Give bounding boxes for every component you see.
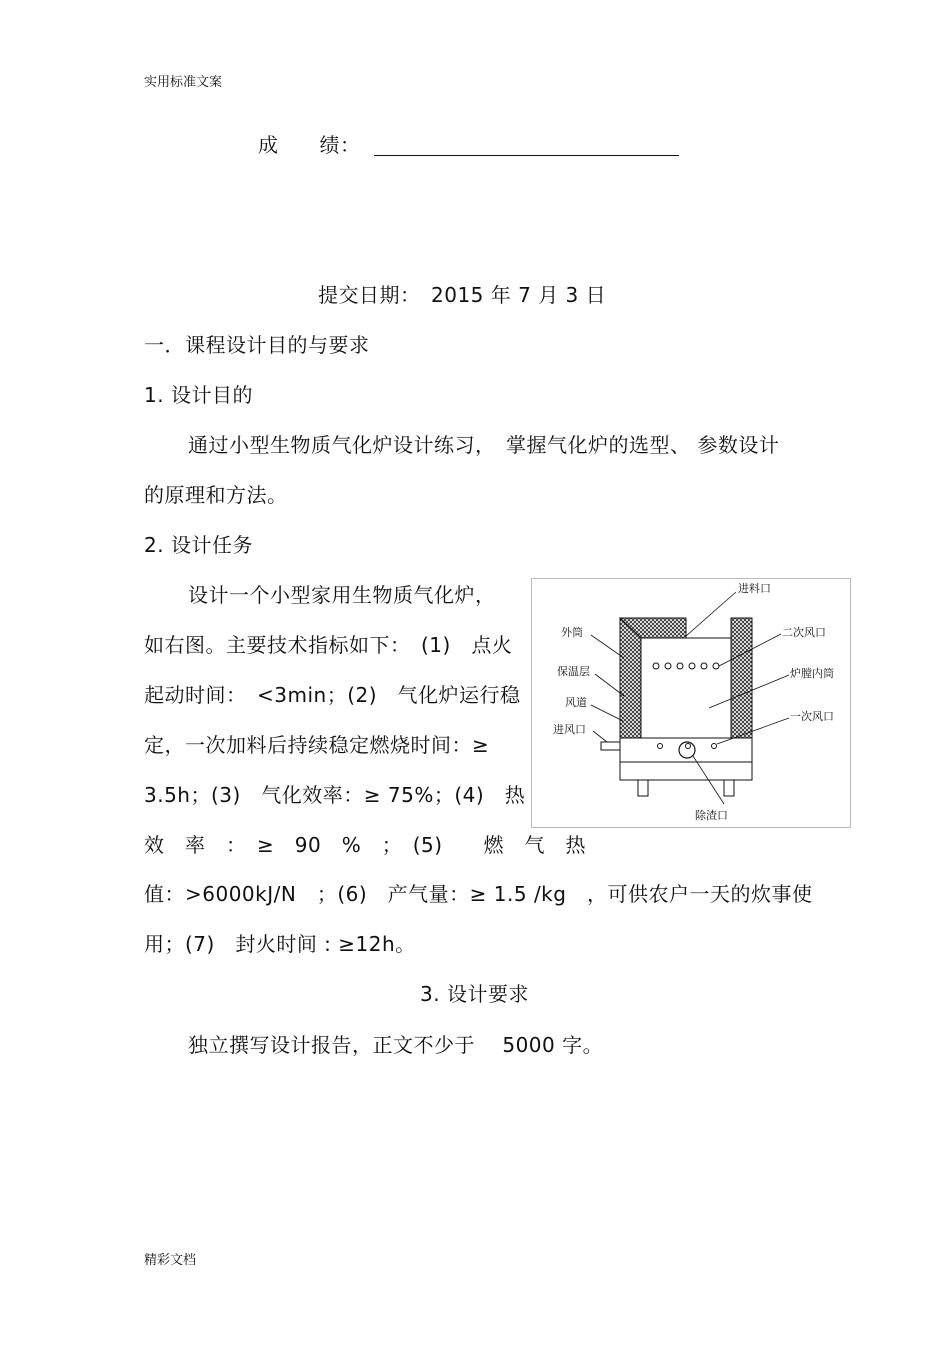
foot-left <box>638 780 648 796</box>
label-insulation: 保温层 <box>557 665 590 678</box>
task-line-5: 3.5h；(3) 气化效率：≥ 75%；(4) 热 <box>144 783 526 807</box>
task-line-6: 效 率 ： ≥ 90 % ； (5) 燃 气 热 <box>144 833 587 857</box>
task-line-4: 定，一次加料后持续稳定燃烧时间：≥ <box>144 733 490 757</box>
requirements-text: 独立撰写设计报告，正文不少于 5000 字。 <box>188 1033 604 1057</box>
label-secondary-air: 二次风口 <box>782 626 826 639</box>
page-header: 实用标准文案 <box>144 75 223 90</box>
foot-right <box>724 780 734 796</box>
requirements-title: 3. 设计要求 <box>420 982 529 1006</box>
task-title: 2. 设计任务 <box>144 533 253 557</box>
purpose-line-2: 的原理和方法。 <box>144 483 288 507</box>
submit-date: 提交日期： 2015 年 7 月 3 日 <box>318 283 607 307</box>
label-outer-shell: 外筒 <box>561 626 583 639</box>
ash-port <box>679 742 695 758</box>
task-line-7: 值：>6000kJ/N ；(6) 产气量：≥ 1.5 /kg ，可供农户一天的炊事使 <box>144 882 813 906</box>
purpose-line-1: 通过小型生物质气化炉设计练习， 掌握气化炉的选型、 参数设计 <box>188 433 780 457</box>
page-footer: 精彩文档 <box>144 1253 197 1268</box>
task-line-2: 如右图。主要技术指标如下： (1) 点火 <box>144 633 513 657</box>
inner-chamber <box>641 638 731 738</box>
purpose-title: 1. 设计目的 <box>144 383 253 407</box>
label-air-duct: 风道 <box>565 696 587 709</box>
insulation-left <box>620 618 641 738</box>
section-title: 一．课程设计目的与要求 <box>144 333 370 357</box>
gasifier-diagram <box>531 578 851 828</box>
label-inner-chamber: 炉膛内筒 <box>790 667 834 680</box>
label-ash-port: 除渣口 <box>695 809 728 822</box>
score-underline <box>374 155 679 156</box>
task-line-3: 起动时间： <3min；(2) 气化炉运行稳 <box>144 683 521 707</box>
insulation-right <box>731 618 752 738</box>
task-line-1: 设计一个小型家用生物质气化炉， <box>188 583 496 607</box>
label-air-inlet: 进风口 <box>553 723 586 736</box>
score-label: 成 绩： <box>258 133 361 157</box>
label-primary-air: 一次风口 <box>790 710 834 723</box>
label-feed-port: 进料口 <box>738 582 771 595</box>
task-line-8: 用；(7) 封火时间 : ≥12h。 <box>144 932 416 956</box>
air-inlet-pipe <box>601 742 620 750</box>
